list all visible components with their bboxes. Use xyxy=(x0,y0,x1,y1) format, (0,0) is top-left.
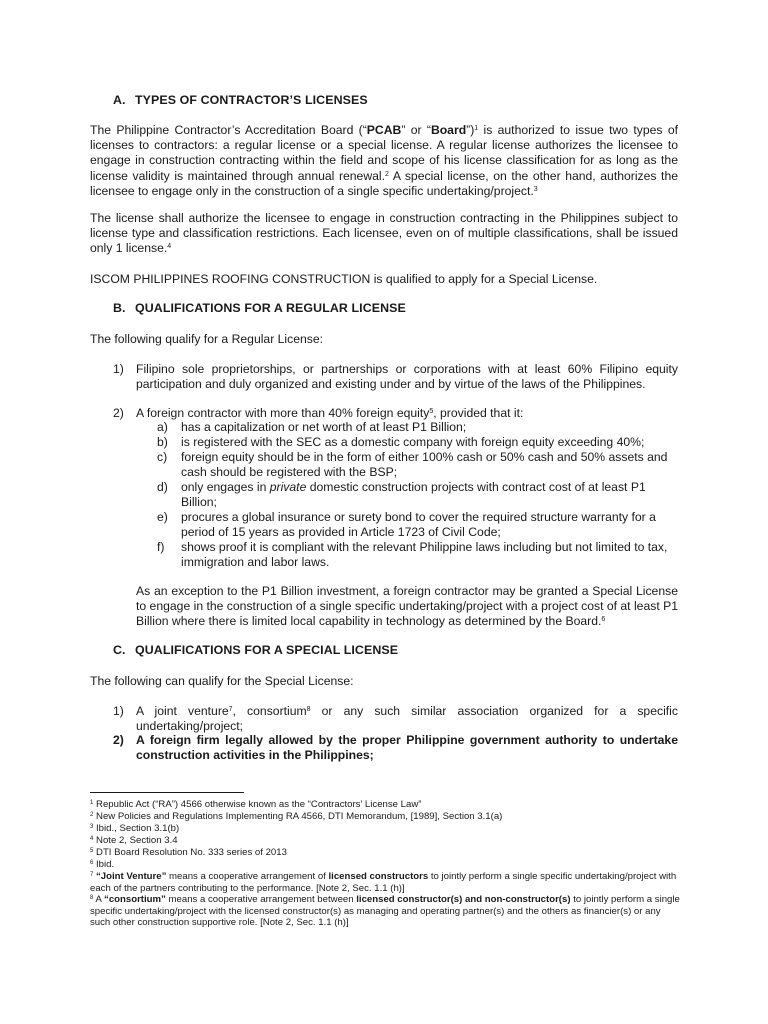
footnote-text: DTI Board Resolution No. 333 series of 2013 xyxy=(93,847,287,858)
footnote-marker: 4 xyxy=(90,836,94,842)
footnote-ref-5: 5 xyxy=(429,408,434,415)
footnote-ref-1: 1 xyxy=(474,125,479,132)
section-c-intro: The following can qualify for the Special License: xyxy=(90,674,354,688)
sub-item-c xyxy=(157,450,678,480)
footnote-1 xyxy=(90,799,680,811)
text-run: , provided that it: xyxy=(433,406,524,420)
text-run: ”) xyxy=(466,123,475,137)
sub-item-text: procures a global insurance or surety bond to cover the required structure warranty for a period of 15 years as provided in Article 1723 of Civil Code; xyxy=(181,510,656,539)
special-license-exception xyxy=(136,584,678,630)
footnote-text: means a cooperative arrangement between xyxy=(165,894,357,905)
section-c-letter: C. xyxy=(113,643,126,657)
footnote-6 xyxy=(90,859,680,871)
sub-item-f xyxy=(157,540,678,570)
footnote-3 xyxy=(90,823,680,835)
sub-item-text: is registered with the SEC as a domestic company with foreign equity exceeding 40%; xyxy=(181,435,645,449)
sub-item-text: has a capitalization or net worth of at least P1 Billion; xyxy=(181,420,467,434)
section-a-paragraph-3: ISCOM PHILIPPINES ROOFING CONSTRUCTION is qualified to apply for a Special License. xyxy=(90,272,598,286)
constructors-and-non-constructors-term: licensed constructor(s) and non-constructor(s) xyxy=(356,894,571,905)
special-license-item-1 xyxy=(113,704,678,734)
item-number: 2) xyxy=(113,733,124,747)
sub-item-letter: d) xyxy=(157,480,168,494)
text-run: ” or “ xyxy=(401,123,431,137)
footnote-ref-6: 6 xyxy=(601,616,606,624)
item-text: Filipino sole proprietorships, or partnerships or corporations with at least 60% Filipino equity participation and duly organized and existing under and by virtue of the laws of the Philippines. xyxy=(136,362,678,392)
footnote-marker: 3 xyxy=(90,824,94,830)
footnote-text: means a cooperative arrangement of xyxy=(166,871,329,882)
sub-item-letter: c) xyxy=(157,450,168,464)
sub-item-b xyxy=(157,435,678,450)
consortium-term: “consortium” xyxy=(104,894,166,905)
footnote-5 xyxy=(90,847,680,859)
footnote-ref-4: 4 xyxy=(167,243,172,251)
footnote-marker: 1 xyxy=(90,800,94,806)
footnote-text: Note 2, Section 3.4 xyxy=(93,835,178,846)
footnote-ref-2: 2 xyxy=(385,170,389,178)
section-b-letter: B. xyxy=(113,301,126,315)
footnote-7 xyxy=(90,871,680,894)
joint-venture-term: “Joint Venture” xyxy=(93,871,167,882)
text-run: The license shall authorize the licensee to engage in construction contracting in the Philippines subject to license type and classification restrictions. Each licensee, even on of multiple classifications, shall be issued only 1 license. xyxy=(90,211,678,256)
section-b-heading xyxy=(113,301,406,315)
text-run: The Philippine Contractor’s Accreditation Board (“ xyxy=(90,123,367,137)
footnote-separator xyxy=(90,792,244,793)
section-a-heading xyxy=(113,93,368,107)
item-number: 2) xyxy=(113,406,124,420)
regular-license-item-2 xyxy=(113,406,678,421)
footnote-4 xyxy=(90,835,680,847)
item-text xyxy=(136,406,678,421)
sub-item-letter: a) xyxy=(157,420,168,434)
item-text: A foreign firm legally allowed by the proper Philippine government authority to undertake construction activities in the Philippines; xyxy=(136,733,678,763)
footnote-text: to jointly perform a single specific undertaking/project with each of the partners contributing to the performance. [Note 2, Sec. 1.1 (h)] xyxy=(90,871,677,894)
sub-item-d xyxy=(157,480,678,510)
sub-item-text: shows proof it is compliant with the relevant Philippine laws including but not limited to tax, immigration and labor laws. xyxy=(181,540,668,569)
footnote-ref-7: 7 xyxy=(228,706,233,713)
section-c-heading xyxy=(113,643,398,657)
item-text xyxy=(136,704,678,734)
footnote-marker: 5 xyxy=(90,848,94,854)
text-run: domestic construction projects with contract cost of at least P1 Billion; xyxy=(181,480,646,509)
footnote-text: Ibid. xyxy=(93,859,115,870)
sub-item-letter: f) xyxy=(157,540,165,554)
text-run: , consortium xyxy=(232,704,307,718)
text-run: A joint venture xyxy=(136,704,229,718)
footnote-text: Ibid., Section 3.1(b) xyxy=(93,823,180,834)
footnote-marker: 7 xyxy=(90,872,94,878)
footnote-text: Republic Act (“RA”) 4566 otherwise known as the “Contractors’ License Law” xyxy=(93,799,422,810)
board-term: Board xyxy=(430,123,467,137)
footnote-ref-3: 3 xyxy=(533,185,538,193)
footnote-marker: 8 xyxy=(90,895,94,901)
footnote-text: A xyxy=(93,894,105,905)
sub-item-letter: e) xyxy=(157,510,168,524)
item-number: 1) xyxy=(113,362,124,376)
section-b-intro: The following qualify for a Regular License: xyxy=(90,332,324,346)
text-run: or any such similar association organized for a specific undertaking/project; xyxy=(136,704,678,734)
text-run: only engages in xyxy=(181,480,270,494)
special-license-item-2 xyxy=(113,733,678,763)
footnote-8 xyxy=(90,894,680,929)
section-a-title: TYPES OF CONTRACTOR’S LICENSES xyxy=(135,93,368,107)
section-c-title: QUALIFICATIONS FOR A SPECIAL LICENSE xyxy=(135,643,399,657)
regular-license-item-1 xyxy=(113,362,678,392)
footnote-text: to jointly perform a single specific undertaking/project with the licensed constructor(s) as managing and operating partner(s) and the others as financier(s) or any such other construction supportive role. [Note 2, Sec. 1.1 (h)] xyxy=(90,894,680,929)
footnote-text: New Policies and Regulations Implementing RA 4566, DTI Memorandum, [1989], Section 3.1(a) xyxy=(93,811,503,822)
sub-item-a xyxy=(157,420,678,435)
section-a-letter: A. xyxy=(113,93,126,107)
sub-item-text: foreign equity should be in the form of either 100% cash or 50% cash and 50% assets and cash should be registered with the BSP; xyxy=(181,450,668,479)
footnote-marker: 2 xyxy=(90,812,94,818)
item-number: 1) xyxy=(113,704,124,718)
footnote-2 xyxy=(90,811,680,823)
text-run: A foreign contractor with more than 40% foreign equity xyxy=(136,406,430,420)
footnote-ref-8: 8 xyxy=(306,706,311,713)
text-run: is authorized to issue two types of licenses to contractors: a regular license or a special license. A regular license authorizes the licensee to engage in construction contracting within the field and scope of his license classification for as long as the license validity is maintained through annual renewal. xyxy=(90,123,678,183)
emphasis-private: private xyxy=(269,480,307,494)
text-run: A special license, on the other hand, authorizes the licensee to engage only in the construction of a single specific undertaking/project. xyxy=(90,168,679,198)
section-a-paragraph-1 xyxy=(90,123,678,199)
sub-item-e xyxy=(157,510,678,540)
section-a-paragraph-2 xyxy=(90,211,678,257)
text-run: As an exception to the P1 Billion investment, a foreign contractor may be granted a Special License to engage in the construction of a single specific undertaking/project with a project cost of at least P1 Billion where there is limited local capability in technology as determined by the Board. xyxy=(136,584,678,629)
licensed-constructors-term: licensed constructors xyxy=(328,871,429,882)
pcab-term: PCAB xyxy=(366,123,402,137)
section-b-title: QUALIFICATIONS FOR A REGULAR LICENSE xyxy=(135,301,406,315)
sub-item-text xyxy=(181,480,678,510)
sub-item-letter: b) xyxy=(157,435,168,449)
footnote-marker: 6 xyxy=(90,860,94,866)
